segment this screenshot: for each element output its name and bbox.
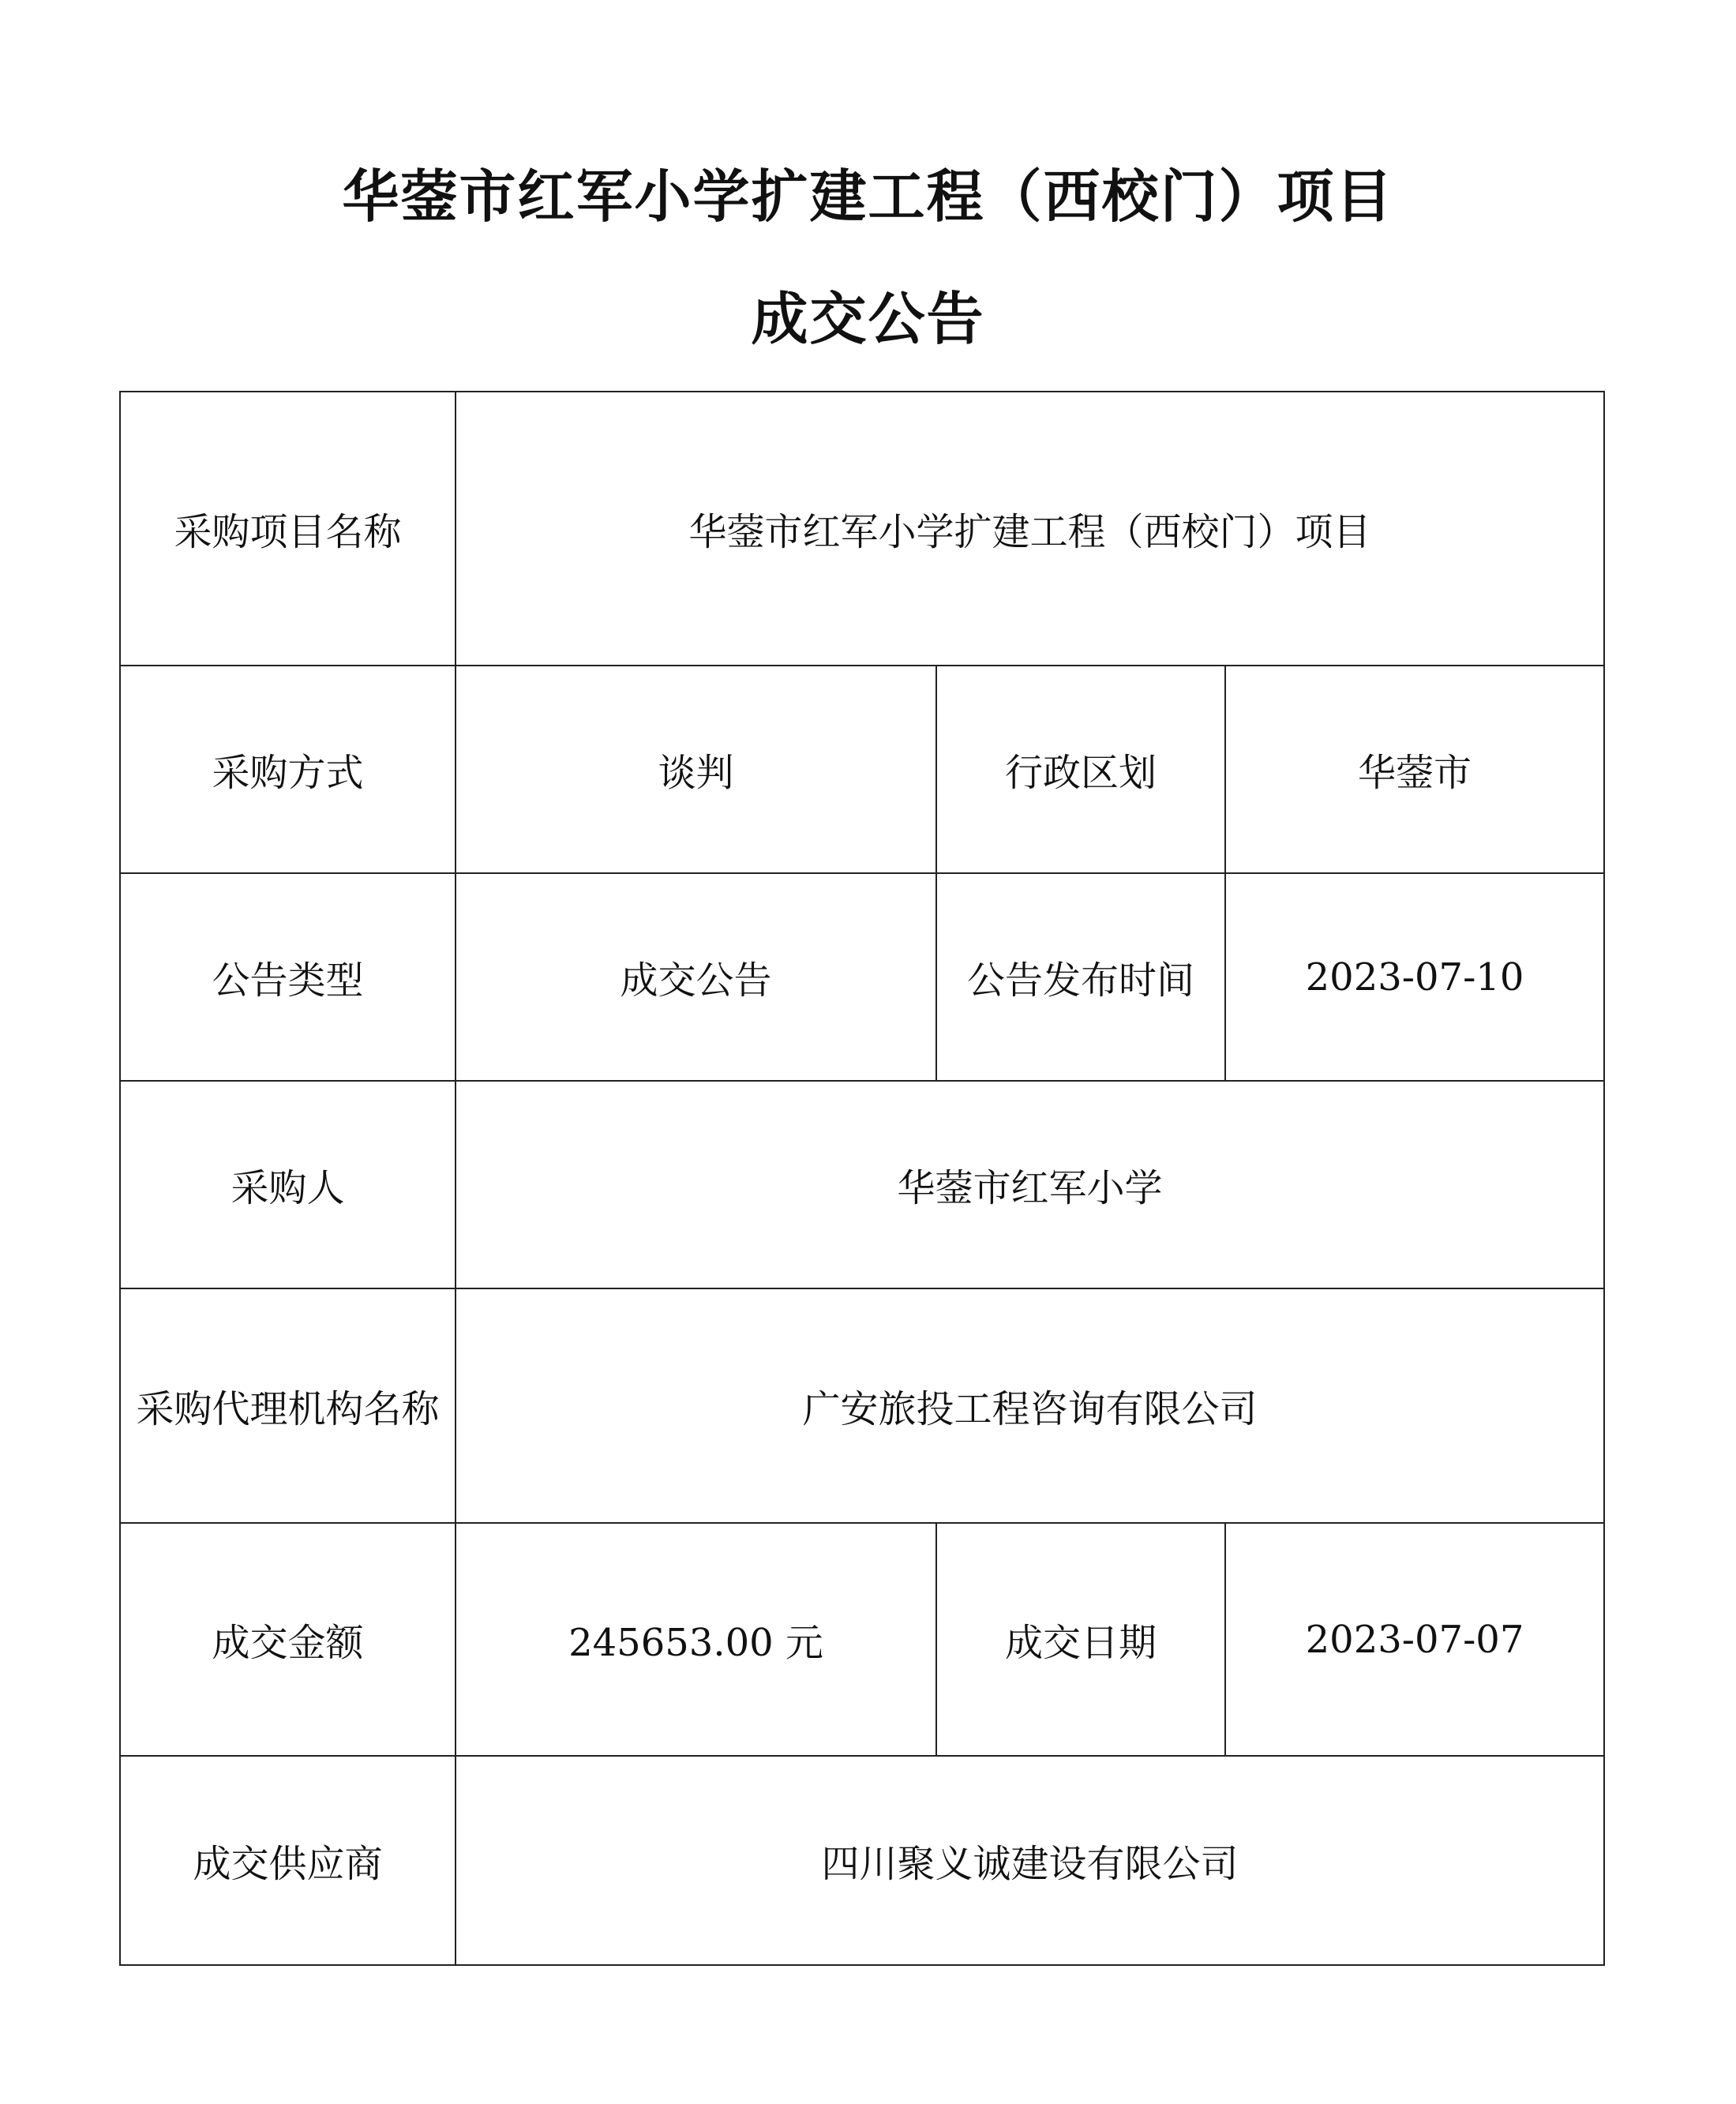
region-label: 行政区划 bbox=[936, 666, 1225, 873]
amount-label: 成交金额 bbox=[120, 1523, 456, 1756]
method-value: 谈判 bbox=[456, 666, 936, 873]
deal-date-label: 成交日期 bbox=[936, 1523, 1225, 1756]
table-row bbox=[120, 666, 1604, 873]
purchaser-value: 华蓥市红军小学 bbox=[456, 1081, 1604, 1288]
table-row bbox=[120, 1523, 1604, 1756]
project-name-value: 华蓥市红军小学扩建工程（西校门）项目 bbox=[456, 392, 1604, 666]
amount-value: 245653.00 元 bbox=[456, 1523, 936, 1756]
purchaser-label: 采购人 bbox=[120, 1081, 456, 1288]
notice-type-label: 公告类型 bbox=[120, 873, 456, 1081]
notice-type-value: 成交公告 bbox=[456, 873, 936, 1081]
project-name-label: 采购项目名称 bbox=[120, 392, 456, 666]
supplier-value: 四川聚义诚建设有限公司 bbox=[456, 1756, 1604, 1965]
document-title: 华蓥市红军小学扩建工程（西校门）项目 bbox=[342, 163, 1394, 230]
table-row bbox=[120, 1081, 1604, 1288]
table-row bbox=[120, 873, 1604, 1081]
publish-time-value: 2023-07-10 bbox=[1225, 873, 1604, 1081]
method-label: 采购方式 bbox=[120, 666, 456, 873]
publish-time-label: 公告发布时间 bbox=[936, 873, 1225, 1081]
table-row bbox=[120, 392, 1604, 666]
region-value: 华蓥市 bbox=[1225, 666, 1604, 873]
announcement-table bbox=[119, 391, 1605, 1966]
supplier-label: 成交供应商 bbox=[120, 1756, 456, 1965]
agency-value: 广安旅投工程咨询有限公司 bbox=[456, 1288, 1604, 1523]
deal-date-value: 2023-07-07 bbox=[1225, 1523, 1604, 1756]
table-row bbox=[120, 1288, 1604, 1523]
table-row bbox=[120, 1756, 1604, 1965]
agency-label: 采购代理机构名称 bbox=[120, 1288, 456, 1523]
document-subtitle: 成交公告 bbox=[751, 286, 985, 352]
